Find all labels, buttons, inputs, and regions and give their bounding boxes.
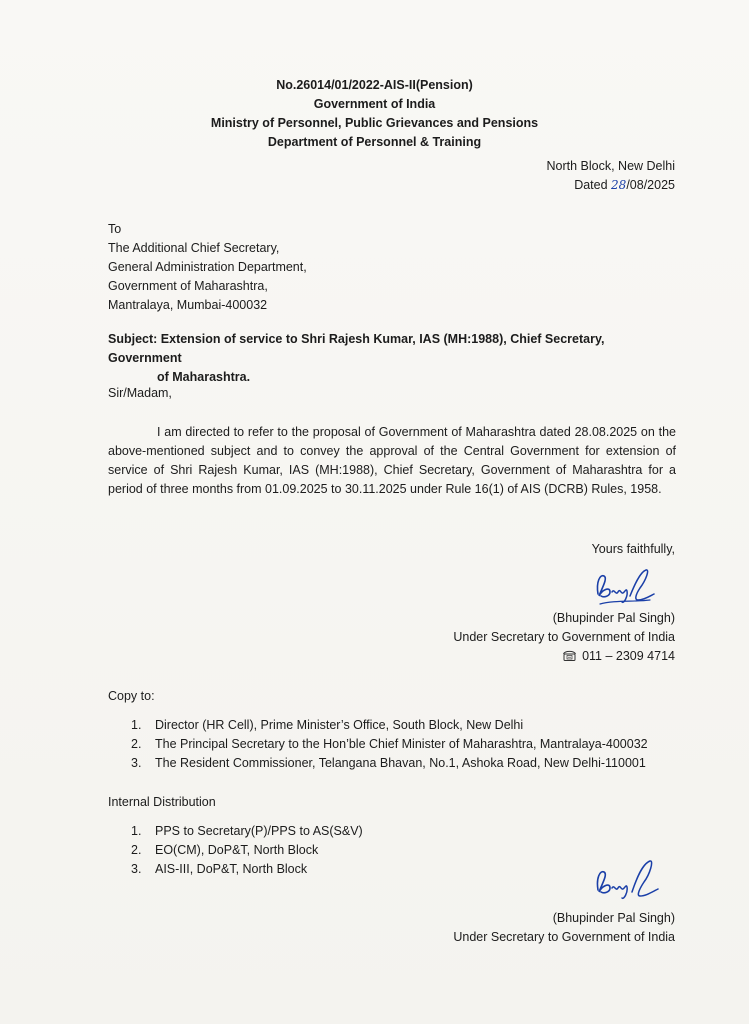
list-item <box>131 735 648 754</box>
to-label: To <box>108 222 122 236</box>
phone-number: 011 – 2309 4714 <box>582 649 675 663</box>
list-number: 3. <box>131 862 142 876</box>
signature-image <box>590 566 660 610</box>
addressee-line: Mantralaya, Mumbai-400032 <box>108 298 268 312</box>
date <box>546 176 675 195</box>
date-prefix: Dated <box>574 178 612 192</box>
addressee <box>108 220 307 315</box>
body-paragraph: I am directed to refer to the proposal of Government of Maharashtra dated 28.08.2025 on the above-mentioned subject and to convey the approval of the Central Government for extension of service of Shri Rajesh Kumar, IAS (MH:1988), Chief Secretary, Government of Maharashtra for a period of three months from 01.09.2025 to 30.11.2025 under Rule 16(1) of AIS (DCRB) Rules, 1958. <box>108 425 676 496</box>
date-day-handwritten: 28 <box>611 178 627 192</box>
copy-to-heading: Copy to: <box>108 689 155 703</box>
signatory-block <box>453 609 675 666</box>
closing: Yours faithfully, <box>591 542 675 556</box>
list-text: The Principal Secretary to the Hon’ble Chief Minister of Maharashtra, Mantralaya-400032 <box>155 737 648 751</box>
government-name: Government of India <box>313 97 436 111</box>
department-name: Department of Personnel & Training <box>267 135 482 149</box>
addressee-line: The Additional Chief Secretary, <box>108 241 280 255</box>
list-item <box>131 716 648 735</box>
list-number: 2. <box>131 843 142 857</box>
list-text: EO(CM), DoP&T, North Block <box>155 843 319 857</box>
addressee-line: Government of Maharashtra, <box>108 279 268 293</box>
internal-distribution-list <box>131 822 363 879</box>
signatory-block-2 <box>453 909 675 947</box>
signatory-designation: Under Secretary to Government of India <box>453 930 675 944</box>
letterhead <box>0 76 749 152</box>
file-number: No.26014/01/2022-AIS-II(Pension) <box>276 78 473 92</box>
list-item <box>131 841 363 860</box>
telephone-icon <box>563 650 576 661</box>
signatory-designation: Under Secretary to Government of India <box>453 630 675 644</box>
subject-line-2: of Maharashtra. <box>157 370 251 384</box>
list-item <box>131 754 648 773</box>
list-number: 3. <box>131 756 142 770</box>
ministry-name: Ministry of Personnel, Public Grievances and Pensions <box>210 116 539 130</box>
signature-image <box>590 858 665 908</box>
list-text: AIS-III, DoP&T, North Block <box>155 862 308 876</box>
copy-to-list <box>131 716 648 773</box>
signatory-phone <box>453 647 675 666</box>
internal-distribution-heading: Internal Distribution <box>108 795 216 809</box>
list-text: Director (HR Cell), Prime Minister’s Office, South Block, New Delhi <box>155 718 524 732</box>
list-number: 2. <box>131 737 142 751</box>
list-number: 1. <box>131 718 142 732</box>
list-text: PPS to Secretary(P)/PPS to AS(S&V) <box>155 824 363 838</box>
signatory-name: (Bhupinder Pal Singh) <box>552 611 675 625</box>
date-rest: /08/2025 <box>626 178 675 192</box>
addressee-line: General Administration Department, <box>108 260 307 274</box>
list-item <box>131 860 363 879</box>
list-text: The Resident Commissioner, Telangana Bhavan, No.1, Ashoka Road, New Delhi-110001 <box>155 756 646 770</box>
subject <box>108 330 678 387</box>
place: North Block, New Delhi <box>546 159 675 173</box>
salutation: Sir/Madam, <box>108 386 172 400</box>
signatory-name: (Bhupinder Pal Singh) <box>552 911 675 925</box>
list-item <box>131 822 363 841</box>
subject-line-1: Subject: Extension of service to Shri Rajesh Kumar, IAS (MH:1988), Chief Secretary, Government <box>108 332 605 365</box>
list-number: 1. <box>131 824 142 838</box>
place-date <box>546 157 675 195</box>
